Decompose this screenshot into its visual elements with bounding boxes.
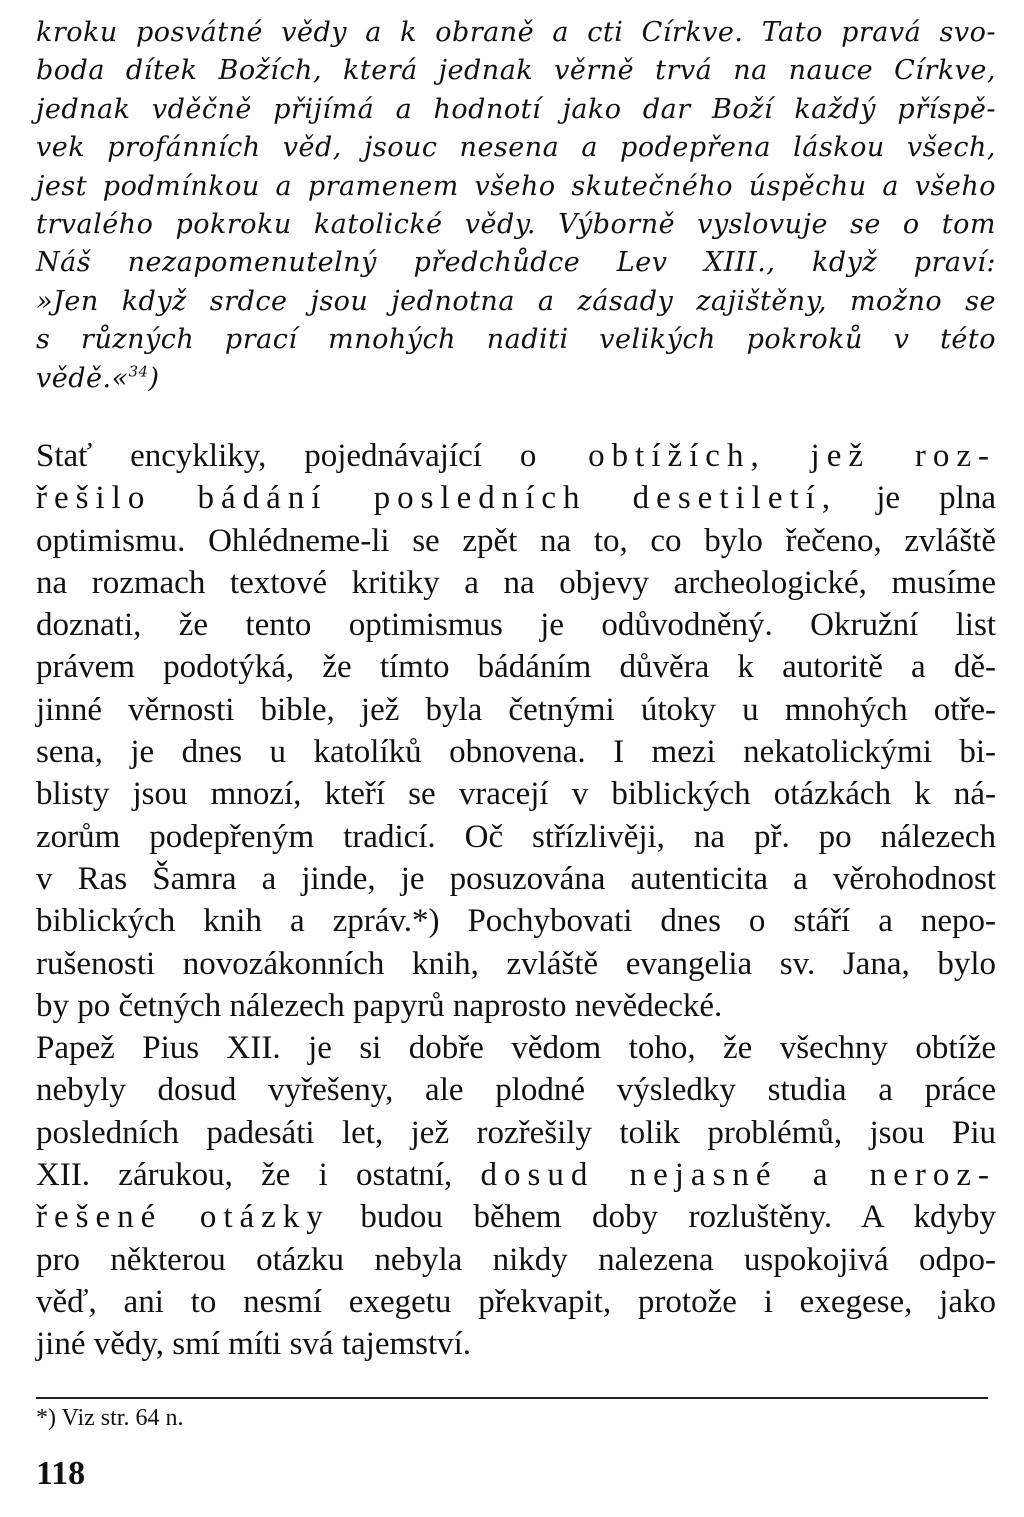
text-line: blisty jsou mnozí, kteří se vracejí v biblických otázkách k ná- bbox=[36, 776, 996, 813]
text-line: jiné vědy, smí míti svá tajemství. bbox=[36, 1326, 472, 1363]
text-line: sena, je dnes u katolíků obnovena. I mezi nekatolickými bi- bbox=[36, 734, 996, 771]
text-line: biblických knih a zpráv.*) Pochybovati dnes o stáří a nepo- bbox=[36, 903, 996, 940]
quote-close: ) bbox=[148, 362, 160, 394]
text-line: optimismu. Ohlédneme-li se zpět na to, co bylo řečeno, zvláště bbox=[36, 522, 996, 559]
text-line: »Jen když srdce jsou jednotna a zásady zajištěny, možno se bbox=[36, 285, 996, 317]
text-line: vek profánních věd, jsouc nesena a podepřena láskou všech, bbox=[36, 132, 996, 164]
text-line: na rozmach textové kritiky a na objevy archeologické, musíme bbox=[36, 564, 996, 601]
text-line: nebyly dosud vyřešeny, ale plodné výsledky studia a práce bbox=[36, 1072, 996, 1109]
quote-end: vědě.« bbox=[36, 362, 129, 394]
text-line: jest podmínkou a pramenem všeho skutečného úspěchu a všeho bbox=[36, 170, 996, 202]
text-line: s různých prací mnohých naditi velikých pokroků v této bbox=[36, 324, 996, 356]
text-line: právem podotýká, že tímto bádáním důvěra k autoritě a dě- bbox=[36, 649, 996, 686]
spaced-emphasis: dosud nejasné a neroz- bbox=[480, 1157, 996, 1194]
text-run: XII. zárukou, že i ostatní, bbox=[36, 1157, 481, 1194]
text-run: Stať encykliky, pojednávající bbox=[36, 438, 520, 474]
text-line: boda dítek Božích, která jednak věrně trvá na nauce Církve, bbox=[36, 55, 996, 87]
text-line bbox=[36, 360, 996, 398]
text-line: kroku posvátné vědy a k obraně a cti Církve. Tato pravá svo- bbox=[36, 17, 996, 48]
text-line: věď, ani to nesmí exegetu překvapit, protože i exegese, jako bbox=[36, 1283, 996, 1320]
spaced-emphasis: o obtížích, jež roz- bbox=[519, 438, 996, 474]
text-line: pro některou otázku nebyla nikdy nalezena uspokojivá odpo- bbox=[36, 1241, 996, 1278]
footnote-divider bbox=[36, 1397, 988, 1399]
text-line: rušenosti novozákonních knih, zvláště evangelia sv. Jana, bylo bbox=[36, 945, 996, 982]
footnote-ref: 34 bbox=[128, 362, 149, 381]
text-line: v Ras Šamra a jinde, je posuzována autenticita a věrohodnost bbox=[36, 860, 996, 897]
text-line bbox=[36, 477, 996, 519]
text-line: trvalého pokroku katolické vědy. Výborně vyslovuje se o tom bbox=[36, 209, 996, 241]
footnote: *) Viz str. 64 n. bbox=[36, 1405, 184, 1431]
text-line: jinné věrnosti bible, jež byla četnými útoky u mnohých otře- bbox=[36, 691, 996, 728]
text-run: budou během doby rozluštěny. A kdyby bbox=[329, 1199, 996, 1236]
text-line bbox=[36, 435, 996, 477]
text-line: Náš nezapomenutelný předchůdce Lev XIII., když praví: bbox=[36, 247, 996, 279]
text-line bbox=[36, 1154, 996, 1196]
page-number: 118 bbox=[36, 1455, 86, 1492]
spaced-emphasis: řešilo bádání posledních desetiletí, bbox=[36, 480, 838, 517]
text-line: zorům podepřeným tradicí. Oč střízlivěji, na př. po nálezech bbox=[36, 818, 996, 855]
text-line: doznati, že tento optimismus je odůvodněný. Okružní list bbox=[36, 607, 996, 644]
text-line: jednak vděčně přijímá a hodnotí jako dar Boží každý příspě- bbox=[36, 93, 996, 125]
italic-quotation bbox=[36, 14, 996, 398]
text-line: posledních padesáti let, jež rozřešily tolik problémů, jsou Piu bbox=[36, 1114, 996, 1151]
body-text bbox=[36, 435, 996, 1366]
text-line bbox=[36, 1196, 996, 1238]
text-line: by po četných nálezech papyrů naprosto nevědecké. bbox=[36, 987, 723, 1024]
text-line: Papež Pius XII. je si dobře vědom toho, že všechny obtíže bbox=[36, 1030, 996, 1067]
text-run: je plna bbox=[837, 480, 996, 517]
spaced-emphasis: řešené otázky bbox=[36, 1199, 330, 1236]
